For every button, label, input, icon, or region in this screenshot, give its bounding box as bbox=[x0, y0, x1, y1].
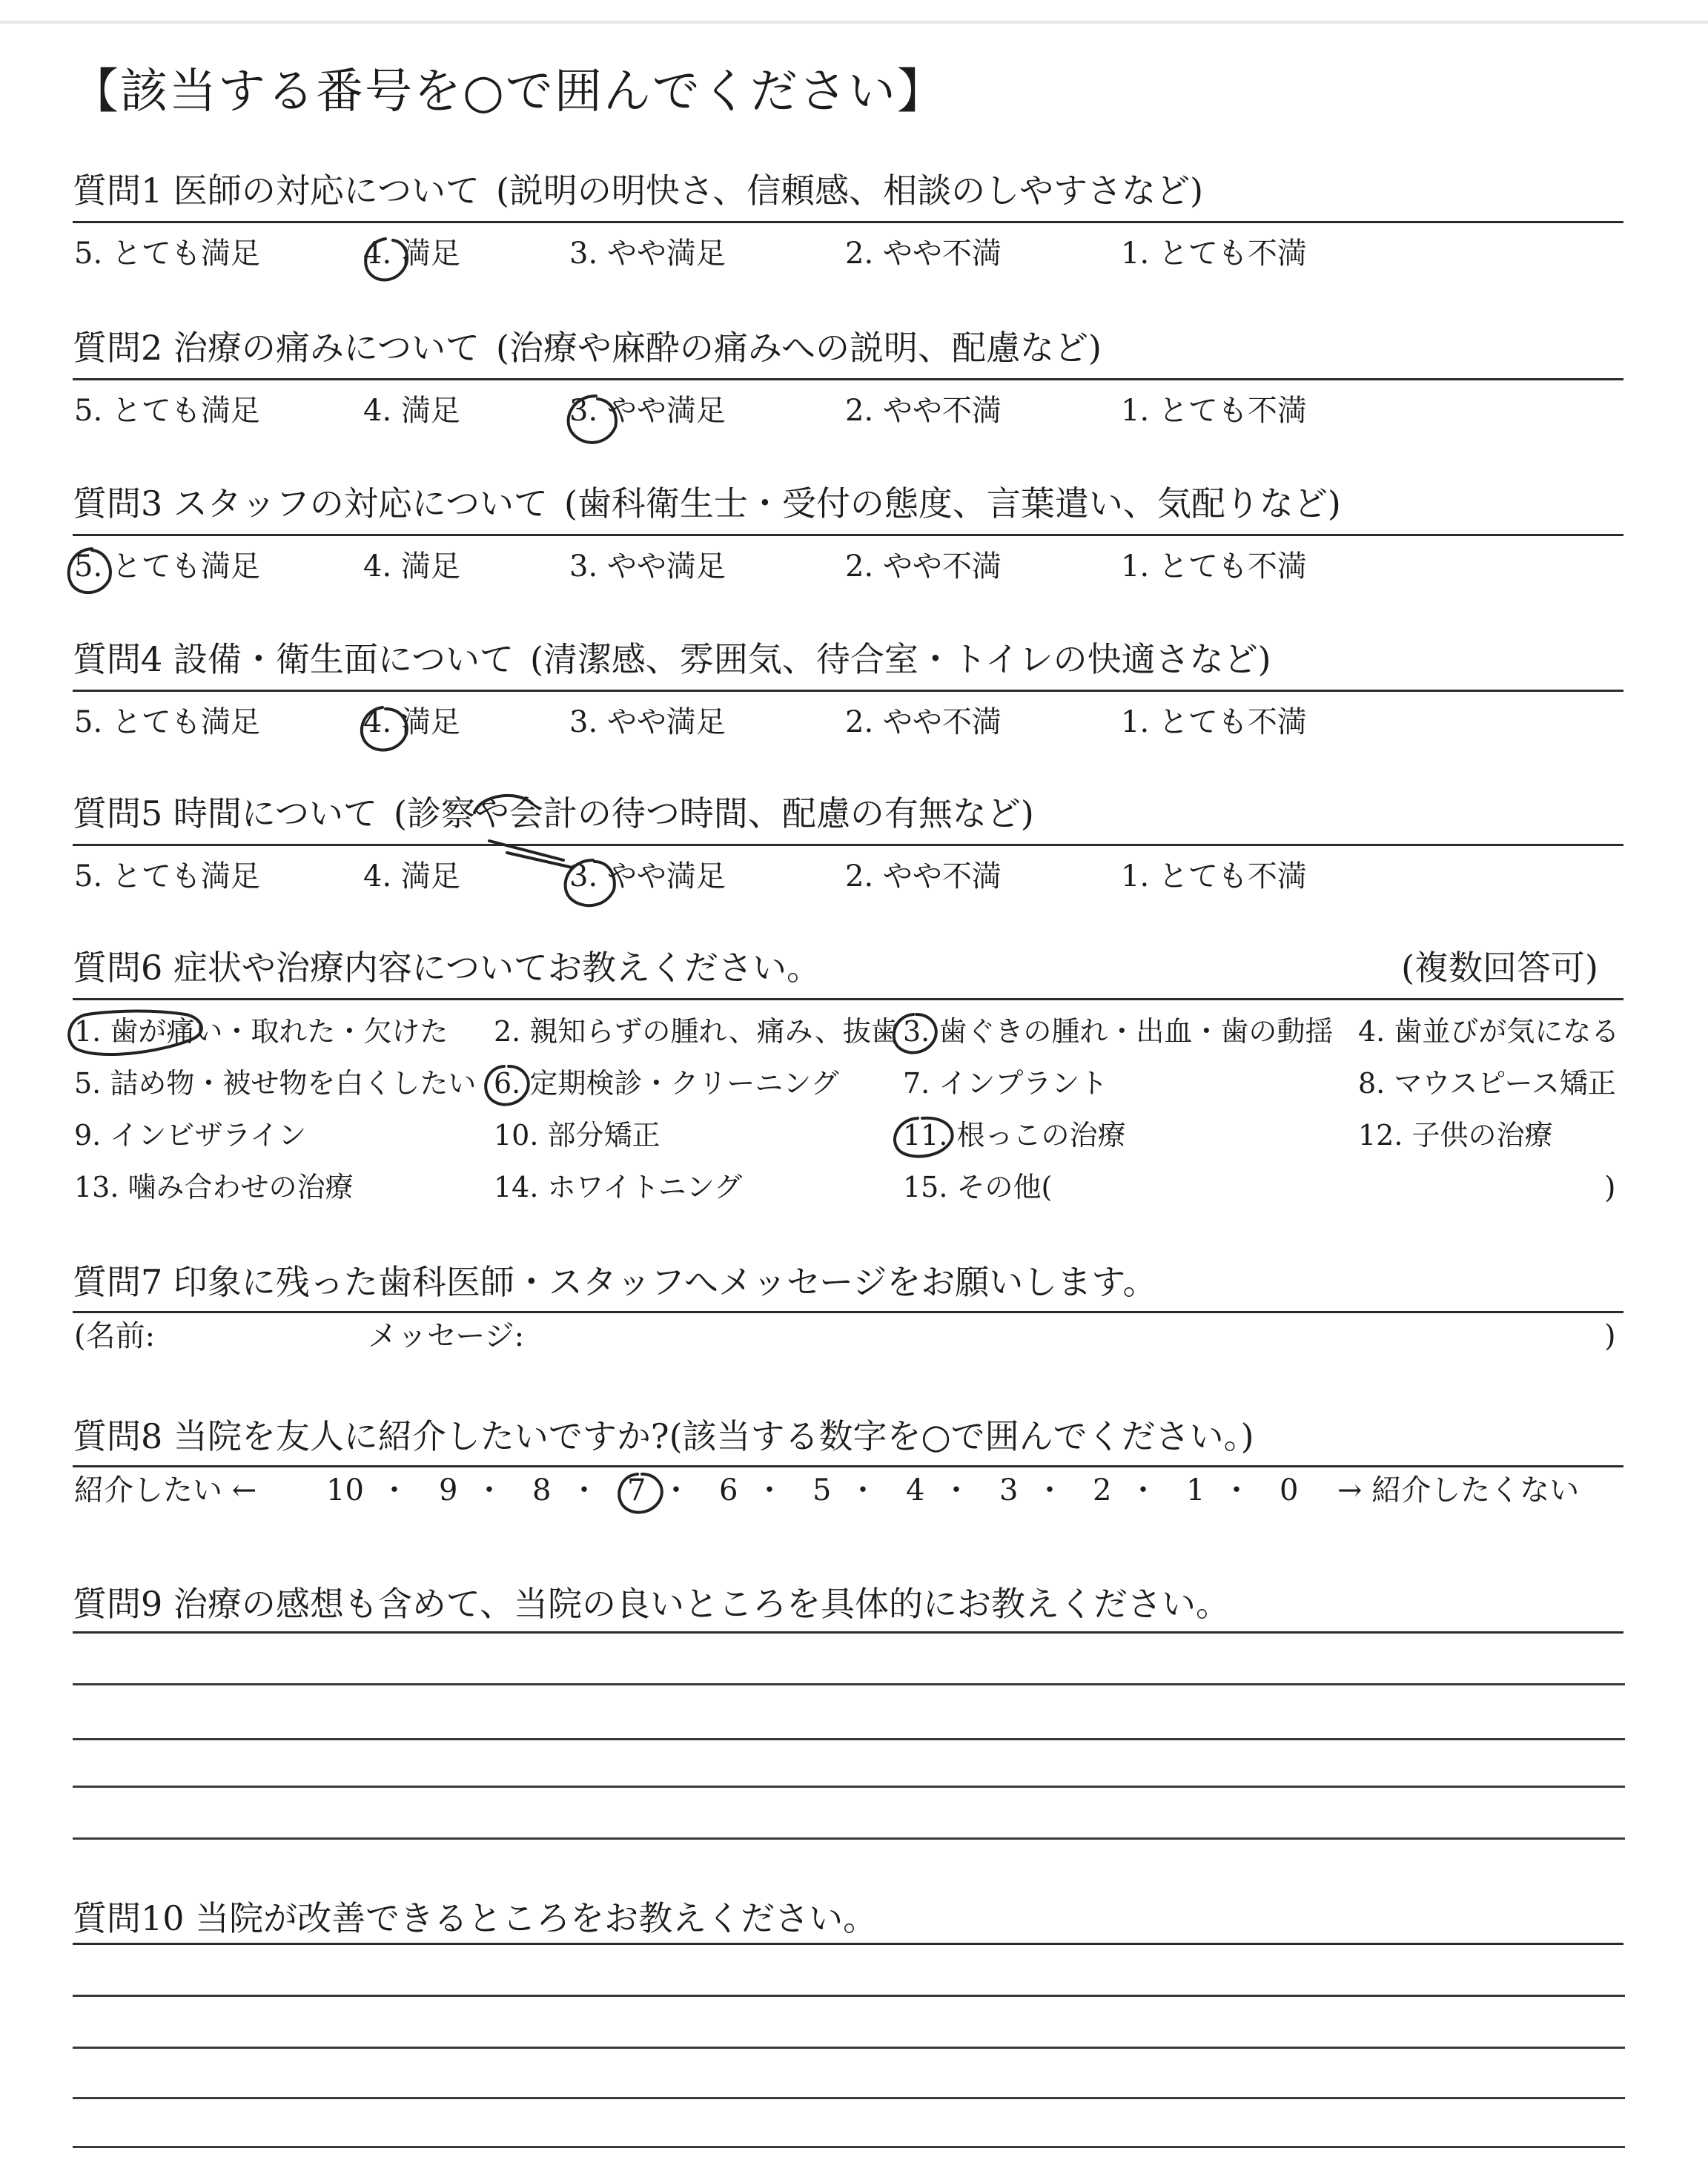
q2-option-4[interactable]: 4. 満足 bbox=[363, 394, 460, 428]
q8-scale-dot: ・ bbox=[848, 1473, 878, 1507]
q8-scale-dot: ・ bbox=[1035, 1473, 1065, 1507]
q3-option-5[interactable]: 5. とても満足 bbox=[74, 549, 260, 584]
q4-option-3[interactable]: 3. やや満足 bbox=[569, 705, 726, 739]
q3-heading bbox=[73, 483, 1341, 524]
q8-scale-dot: ・ bbox=[661, 1473, 691, 1507]
q3-option-1[interactable]: 1. とても不満 bbox=[1121, 549, 1307, 584]
q8-heading bbox=[73, 1416, 1254, 1456]
q6-option-15[interactable]: 15. その他( bbox=[903, 1171, 1053, 1203]
q5-rule bbox=[73, 844, 1623, 846]
q2-option-2[interactable]: 2. やや不満 bbox=[845, 394, 1002, 428]
q8-scale-3[interactable]: 3 bbox=[999, 1473, 1019, 1507]
q8-scale-9[interactable]: 9 bbox=[439, 1473, 458, 1507]
q5-option-5[interactable]: 5. とても満足 bbox=[74, 859, 260, 894]
q10-title: 質問10 当院が改善できるところをお教えください。 bbox=[73, 1898, 878, 1938]
q2-title: 質問2 治療の痛みについて bbox=[73, 328, 480, 368]
q5-title: 質問5 時間について bbox=[73, 793, 377, 833]
q1-title: 質問1 医師の対応について bbox=[73, 171, 480, 211]
q2-option-1[interactable]: 1. とても不満 bbox=[1121, 394, 1307, 428]
q4-title: 質問4 設備・衛生面について bbox=[73, 639, 514, 679]
q10-writing-line[interactable] bbox=[73, 2097, 1625, 2099]
q1-option-5[interactable]: 5. とても満足 bbox=[74, 237, 260, 271]
q6-option-13[interactable]: 13. 噛み合わせの治療 bbox=[74, 1171, 354, 1203]
q7-name-label: (名前: bbox=[74, 1319, 156, 1353]
q6-option-1[interactable]: 1. 歯が痛い・取れた・欠けた bbox=[74, 1015, 448, 1048]
q6-option-11[interactable]: 11. 根っこの治療 bbox=[903, 1119, 1126, 1152]
q10-writing-line[interactable] bbox=[73, 2146, 1625, 2148]
q6-option-3[interactable]: 3. 歯ぐきの腫れ・出血・歯の動揺 bbox=[903, 1015, 1334, 1048]
q6-option-10[interactable]: 10. 部分矯正 bbox=[494, 1119, 661, 1152]
q5-annotation-stroke bbox=[507, 853, 572, 868]
q8-scale-5[interactable]: 5 bbox=[812, 1473, 832, 1507]
q7-rule bbox=[73, 1311, 1623, 1313]
q2-heading bbox=[73, 328, 1102, 368]
q6-other-close-paren: ) bbox=[1604, 1171, 1616, 1205]
q6-option-14[interactable]: 14. ホワイトニング bbox=[494, 1171, 743, 1203]
q4-option-4[interactable]: 4. 満足 bbox=[363, 705, 460, 739]
q5-heading bbox=[73, 793, 1034, 833]
q3-option-3[interactable]: 3. やや満足 bbox=[569, 549, 726, 584]
q8-scale-4[interactable]: 4 bbox=[906, 1473, 925, 1507]
q1-option-1[interactable]: 1. とても不満 bbox=[1121, 237, 1307, 271]
q4-option-5[interactable]: 5. とても満足 bbox=[74, 705, 260, 739]
q6-option-6[interactable]: 6. 定期検診・クリーニング bbox=[494, 1067, 839, 1100]
q8-scale-0[interactable]: 0 bbox=[1280, 1473, 1299, 1507]
q4-rule bbox=[73, 690, 1623, 692]
q9-writing-line[interactable] bbox=[73, 1683, 1625, 1685]
q7-message-label: メッセージ: bbox=[368, 1319, 525, 1353]
q7-title: 質問7 印象に残った歯科医師・スタッフへメッセージをお願いします。 bbox=[73, 1262, 1157, 1302]
q6-option-9[interactable]: 9. インビザライン bbox=[74, 1119, 307, 1152]
q5-option-3[interactable]: 3. やや満足 bbox=[569, 859, 726, 894]
q8-scale-7[interactable]: 7 bbox=[627, 1473, 646, 1507]
q2-note: (治療や麻酔の痛みへの説明、配慮など) bbox=[495, 328, 1102, 368]
page-title: 【該当する番号を○で囲んでください】 bbox=[71, 65, 946, 119]
q6-rule bbox=[73, 998, 1623, 1000]
q8-scale-dot: ・ bbox=[380, 1473, 409, 1507]
q8-title: 質問8 当院を友人に紹介したいですか? bbox=[73, 1416, 669, 1456]
q9-writing-line[interactable] bbox=[73, 1786, 1625, 1788]
q2-rule bbox=[73, 378, 1623, 380]
q8-scale-6[interactable]: 6 bbox=[719, 1473, 738, 1507]
q4-heading bbox=[73, 639, 1271, 679]
q8-rule bbox=[73, 1465, 1623, 1467]
q10-writing-line[interactable] bbox=[73, 1995, 1625, 1997]
q9-writing-line[interactable] bbox=[73, 1738, 1625, 1740]
q3-title: 質問3 スタッフの対応について bbox=[73, 483, 548, 524]
q6-option-12[interactable]: 12. 子供の治療 bbox=[1358, 1119, 1553, 1152]
q8-scale-dot: ・ bbox=[1128, 1473, 1158, 1507]
q8-scale-dot: ・ bbox=[1222, 1473, 1251, 1507]
q1-option-3[interactable]: 3. やや満足 bbox=[569, 237, 726, 271]
q5-note: (診察や会計の待つ時間、配慮の有無など) bbox=[393, 793, 1034, 833]
q3-option-2[interactable]: 2. やや不満 bbox=[845, 549, 1002, 584]
q3-note: (歯科衛生士・受付の態度、言葉遣い、気配りなど) bbox=[563, 483, 1341, 524]
q3-option-4[interactable]: 4. 満足 bbox=[363, 549, 460, 584]
q8-scale-dot: ・ bbox=[474, 1473, 504, 1507]
q4-option-2[interactable]: 2. やや不満 bbox=[845, 705, 1002, 739]
q10-writing-line[interactable] bbox=[73, 2047, 1625, 2049]
q8-scale-dot: ・ bbox=[941, 1473, 971, 1507]
q1-heading bbox=[73, 171, 1204, 211]
q4-option-1[interactable]: 1. とても不満 bbox=[1121, 705, 1307, 739]
q1-option-4[interactable]: 4. 満足 bbox=[363, 237, 460, 271]
q8-right-label: → 紹介したくない bbox=[1337, 1473, 1580, 1507]
q8-scale-1[interactable]: 1 bbox=[1186, 1473, 1205, 1507]
q6-option-8[interactable]: 8. マウスピース矯正 bbox=[1358, 1067, 1616, 1100]
q6-option-7[interactable]: 7. インプラント bbox=[903, 1067, 1108, 1100]
q2-option-3[interactable]: 3. やや満足 bbox=[569, 394, 726, 428]
q8-note: (該当する数字を○で囲んでください。) bbox=[669, 1416, 1254, 1456]
q8-scale-10[interactable]: 10 bbox=[326, 1473, 364, 1507]
q8-scale-dot: ・ bbox=[569, 1473, 599, 1507]
q7-close-paren: ) bbox=[1604, 1319, 1616, 1353]
q5-option-1[interactable]: 1. とても不満 bbox=[1121, 859, 1307, 894]
q4-note: (清潔感、雰囲気、待合室・トイレの快適さなど) bbox=[529, 639, 1271, 679]
q6-option-5[interactable]: 5. 詰め物・被せ物を白くしたい bbox=[74, 1067, 477, 1100]
q6-option-2[interactable]: 2. 親知らずの腫れ、痛み、抜歯 bbox=[494, 1015, 899, 1048]
q6-title: 質問6 症状や治療内容についてお教えください。 bbox=[73, 948, 821, 988]
q10-rule bbox=[73, 1943, 1623, 1945]
q1-rule bbox=[73, 221, 1623, 223]
q6-note: (複数回答可) bbox=[1401, 948, 1598, 988]
q9-rule bbox=[73, 1631, 1623, 1634]
q8-left-label: 紹介したい ← bbox=[74, 1473, 257, 1507]
q2-option-5[interactable]: 5. とても満足 bbox=[74, 394, 260, 428]
q8-scale-8[interactable]: 8 bbox=[532, 1473, 552, 1507]
q6-option-4[interactable]: 4. 歯並びが気になる bbox=[1358, 1015, 1620, 1048]
q3-rule bbox=[73, 534, 1623, 536]
q5-option-2[interactable]: 2. やや不満 bbox=[845, 859, 1002, 894]
q5-option-4[interactable]: 4. 満足 bbox=[363, 859, 460, 894]
q9-title: 質問9 治療の感想も含めて、当院の良いところを具体的にお教えください。 bbox=[73, 1584, 1230, 1624]
q1-option-2[interactable]: 2. やや不満 bbox=[845, 237, 1002, 271]
q8-scale-dot: ・ bbox=[755, 1473, 784, 1507]
q1-note: (説明の明快さ、信頼感、相談のしやすさなど) bbox=[495, 171, 1204, 211]
q8-scale-2[interactable]: 2 bbox=[1093, 1473, 1112, 1507]
q9-writing-line[interactable] bbox=[73, 1837, 1625, 1840]
top-edge-shadow bbox=[0, 21, 1708, 24]
